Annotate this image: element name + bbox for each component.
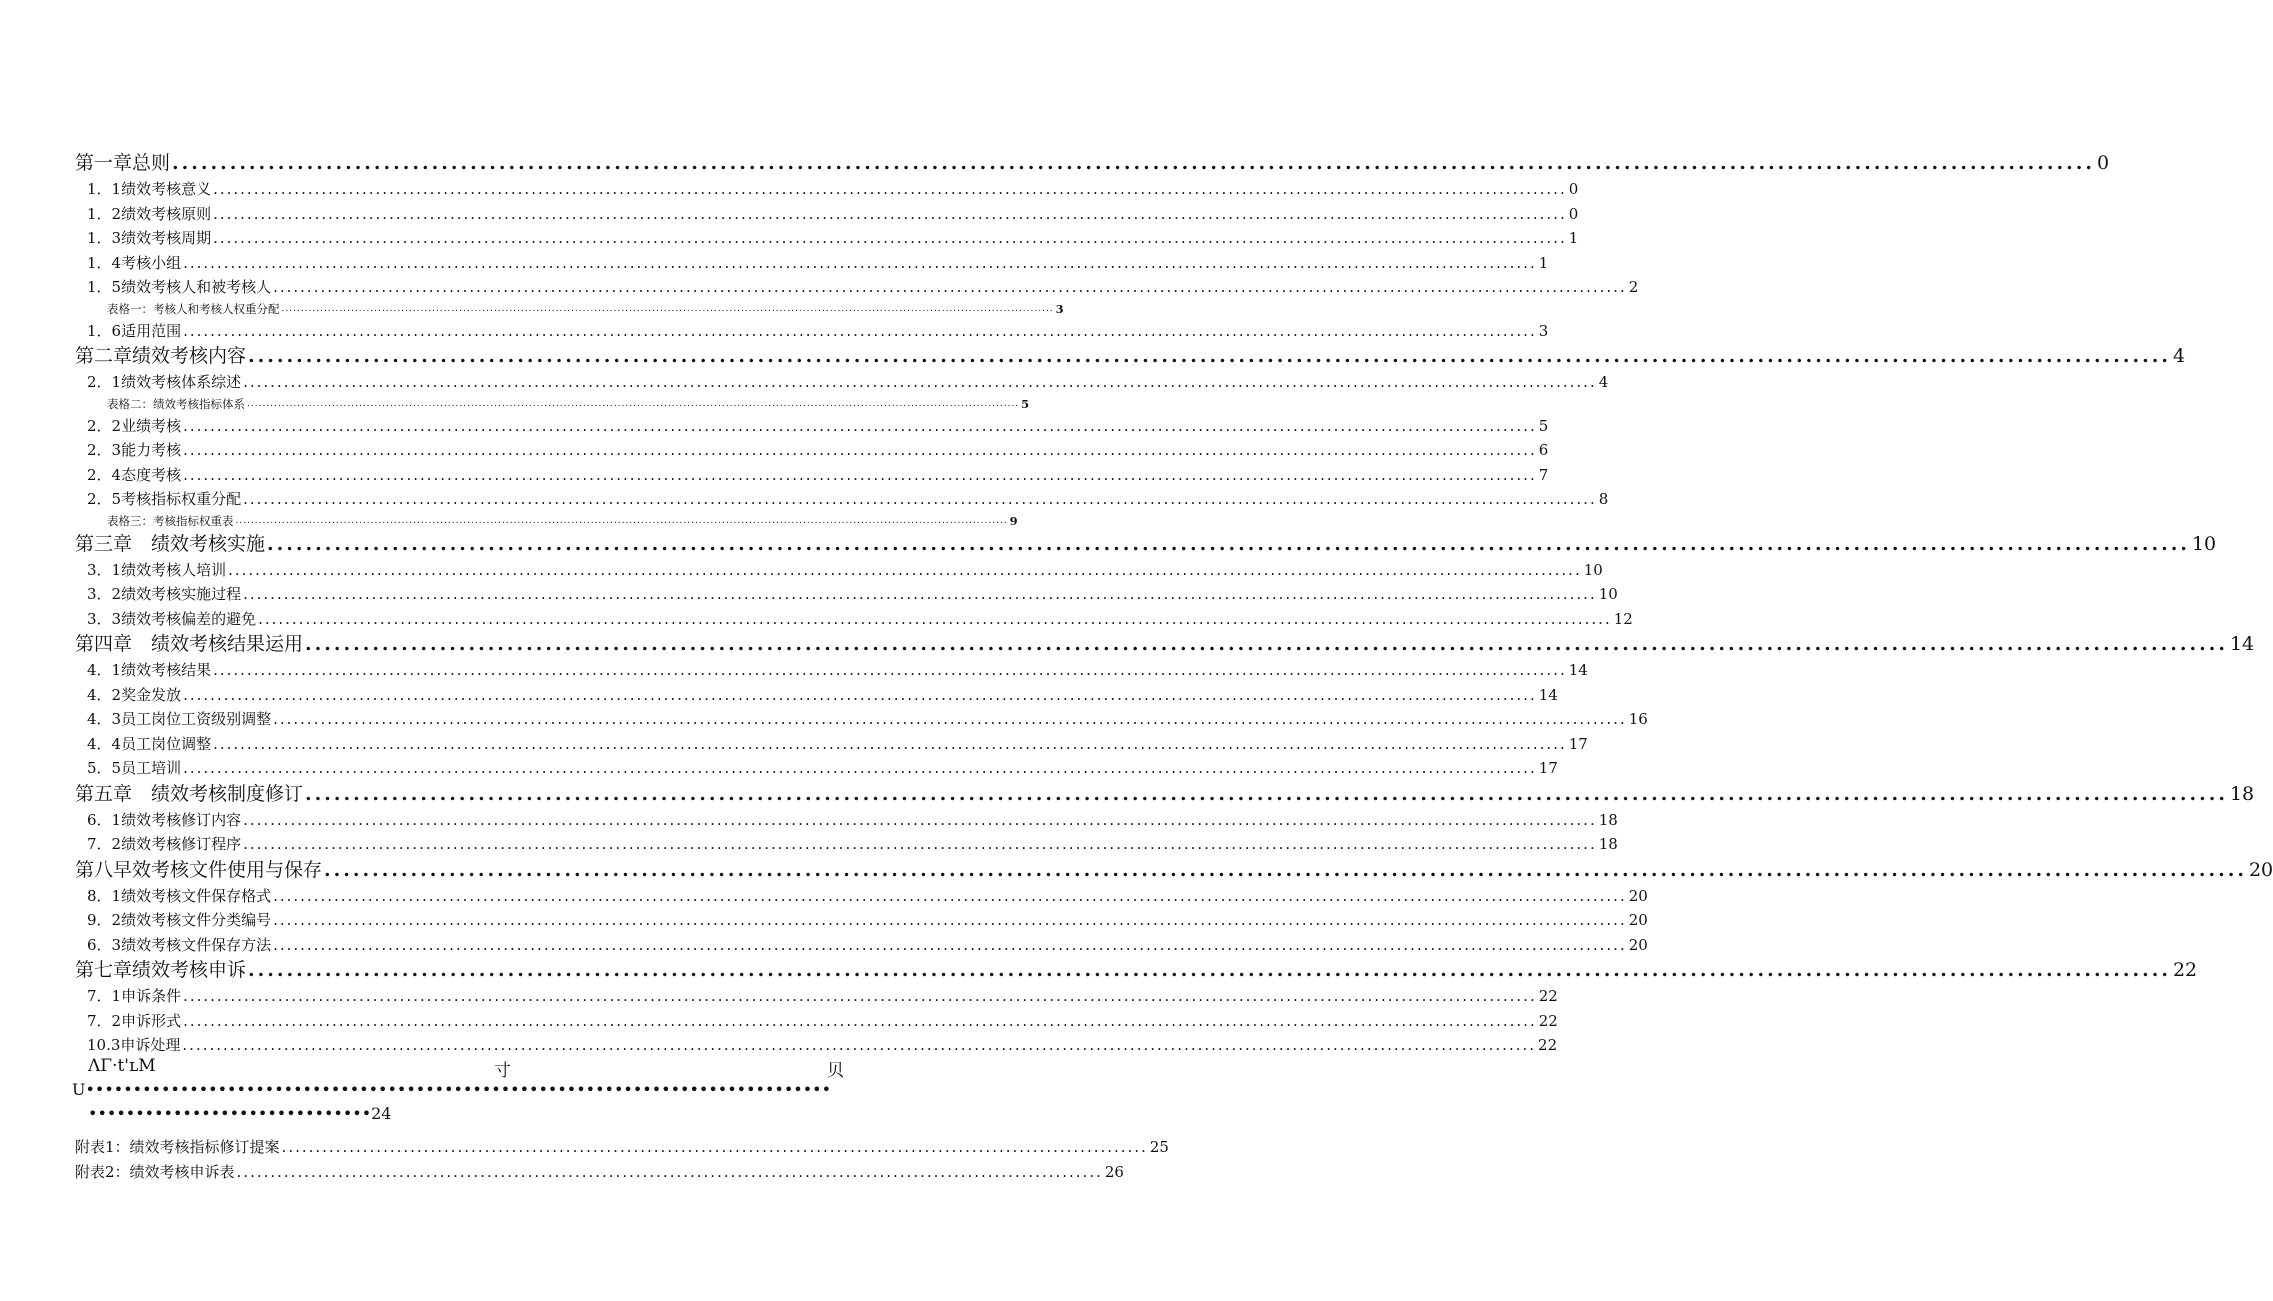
toc-page-number: 5: [1021, 396, 1030, 411]
toc-entry-title: 第七章绩效考核申诉: [75, 959, 247, 981]
toc-entry-title: 7．2绩效考核修订程序: [87, 835, 242, 853]
toc-page-number: 8: [1598, 490, 1609, 508]
toc-section-entry[interactable]: [75, 251, 1549, 276]
garbled-text-middle: 寸: [494, 1061, 511, 1081]
toc-chapter-entry[interactable]: [75, 150, 2110, 177]
dot-leader: ........................................................................................................................................................................................................: [213, 661, 1567, 679]
dot-leader: ........................................................................................................................................................................................................: [243, 810, 1597, 829]
dot-leader: ........................................................................................................................................................................................................: [172, 152, 2095, 174]
dot-leader: ........................................................................................................................................................................................................: [248, 959, 2171, 981]
toc-section-entry[interactable]: [75, 683, 1558, 708]
toc-page-number: 0: [2096, 152, 2110, 174]
toc-chapter-entry[interactable]: [75, 957, 2198, 984]
dot-leader: ........................................................................................................................................................................................................: [243, 490, 1597, 508]
toc-entry-title: 7．1申诉条件: [87, 987, 182, 1005]
toc-entry-title: 9．2绩效考核文件分类编号: [87, 911, 272, 929]
toc-table-entry[interactable]: [75, 512, 1018, 531]
toc-page-number: 14: [2229, 633, 2255, 655]
dot-leader: ........................................................................................................................................................................................................: [213, 229, 1567, 247]
toc-section-entry[interactable]: [75, 177, 1579, 202]
toc-entry-title: 1．2绩效考核原则: [87, 204, 212, 223]
dot-leader: ........................................................................................................................................................................................................: [324, 858, 2247, 881]
toc-page-number: 17: [1538, 759, 1558, 777]
dot-leader: ........................................................................................................................................................................................................: [243, 835, 1597, 853]
dot-leader: ........................................................................................................................................................................................................: [213, 204, 1567, 223]
dot-leader: ........................................................................................................................................................................................................: [183, 416, 1537, 435]
toc-section-entry[interactable]: [75, 732, 1588, 757]
toc-entry-title: 表格三：考核指标权重表: [107, 513, 234, 528]
toc-page-number: 10: [1598, 585, 1618, 603]
toc-entry-title: 1．1绩效考核意义: [87, 180, 212, 198]
dot-leader: ........................................................................................................................................................................................................: [305, 633, 2228, 655]
dot-leader: ................................................................................................................................: [281, 1138, 1148, 1156]
toc-entry-title: 第三章 绩效考核实施: [75, 532, 266, 555]
dot-leader: ........................................................................................................................................................................................................: [273, 278, 1627, 296]
toc-entry-title: 3．3绩效考核偏差的避免: [87, 609, 257, 628]
dot-leader: ........................................................................................................................................................................................................: [235, 515, 1008, 526]
dot-leader: ........................................................................................................................................................................................................: [247, 398, 1020, 409]
table-of-contents: [75, 150, 2273, 1058]
toc-chapter-entry[interactable]: [75, 631, 2255, 658]
toc-entry-title: 8．1绩效考核文件保存格式: [87, 886, 272, 905]
toc-entry-title: 1．6适用范围: [87, 321, 182, 340]
toc-section-entry[interactable]: [75, 438, 1549, 463]
toc-section-entry[interactable]: [75, 558, 1603, 583]
dot-leader: ........................................................................................................................................................................................................: [273, 886, 1627, 905]
toc-section-entry[interactable]: [75, 832, 1618, 857]
toc-section-entry[interactable]: [75, 226, 1579, 251]
dot-leader: ........................................................................................................................................................................................................: [273, 710, 1627, 728]
toc-entry-title: 1．4考核小组: [87, 253, 182, 272]
toc-table-entry[interactable]: [75, 300, 1064, 319]
dot-leader: ........................................................................................................................................................................................................: [258, 609, 1612, 628]
bullet-leader-line-page: ••••••••••••••••••••••••••••••24: [88, 1104, 392, 1123]
toc-entry-title: 3．2绩效考核实施过程: [87, 585, 242, 603]
dot-leader: ........................................................................................................................................................................................................: [267, 532, 2190, 555]
toc-page-number: 14: [1568, 661, 1588, 679]
dot-leader: ........................................................................................................................................................................................................: [213, 734, 1567, 753]
dot-leader: ........................................................................................................................................................................................................: [281, 303, 1054, 314]
toc-chapter-entry[interactable]: [75, 857, 2273, 884]
toc-page-number: 18: [2229, 782, 2255, 805]
toc-page-number: 14: [1538, 685, 1558, 704]
toc-entry-title: 4．4员工岗位调整: [87, 734, 212, 753]
toc-section-entry[interactable]: [75, 487, 1609, 512]
toc-section-entry[interactable]: [75, 202, 1579, 227]
dot-leader: ........................................................................................................................................................................................................: [183, 465, 1537, 484]
toc-page-number: 20: [2248, 858, 2273, 881]
toc-page-number: 6: [1538, 441, 1549, 459]
toc-page-number: 18: [1598, 810, 1618, 829]
toc-entry-title: 5．5员工培训: [87, 759, 182, 777]
toc-page-number: 1: [1538, 253, 1549, 272]
toc-chapter-entry[interactable]: [75, 531, 2217, 558]
dot-leader: ........................................................................................................................................................................................................: [183, 759, 1537, 777]
toc-section-entry[interactable]: [75, 808, 1618, 833]
dot-leader: ........................................................................................................................................................................................................: [273, 935, 1627, 954]
toc-section-entry[interactable]: [75, 1033, 1558, 1058]
toc-page-number: 7: [1538, 465, 1549, 484]
dot-leader: ........................................................................................................................................................................................................: [228, 560, 1582, 579]
toc-table-entry[interactable]: [75, 395, 1030, 414]
toc-entry-title: 4．3员工岗位工资级别调整: [87, 710, 272, 728]
toc-entry-title: 第四章 绩效考核结果运用: [75, 633, 304, 655]
toc-chapter-entry[interactable]: [75, 343, 2186, 370]
dot-leader: ........................................................................................................................................................................................................: [243, 373, 1597, 391]
toc-section-entry[interactable]: [75, 1009, 1558, 1034]
toc-section-entry[interactable]: [75, 984, 1558, 1009]
toc-section-entry[interactable]: [75, 275, 1639, 300]
toc-section-entry[interactable]: [75, 607, 1633, 632]
toc-page-number: 18: [1598, 835, 1618, 853]
toc-section-entry[interactable]: [75, 707, 1648, 732]
garbled-text-right: 贝: [827, 1061, 844, 1081]
toc-page-number: 12: [1613, 609, 1633, 628]
dot-leader: ........................................................................................................................................................................................................: [183, 441, 1537, 459]
toc-page-number: 20: [1628, 911, 1648, 929]
appendix-title: 附表1：绩效考核指标修订提案: [75, 1138, 280, 1156]
toc-entry-title: 第一章总则: [75, 152, 171, 174]
toc-page-number: 10: [1583, 560, 1603, 579]
toc-page-number: 10: [2191, 532, 2217, 555]
toc-entry-title: 4．2奖金发放: [87, 685, 182, 704]
toc-page-number: 2: [1628, 278, 1639, 296]
toc-section-entry[interactable]: [75, 658, 1588, 683]
appendix-entry-2[interactable]: [75, 1160, 1124, 1184]
dot-leader: ........................................................................................................................................................................................................: [183, 321, 1537, 340]
dot-leader: ........................................................................................................................................................................................................: [183, 253, 1537, 272]
toc-page-number: 22: [1538, 1011, 1558, 1030]
garbled-heading-line: [88, 1056, 844, 1082]
appendix-entry-1[interactable]: [75, 1135, 1169, 1159]
toc-page-number: 20: [1628, 935, 1648, 954]
toc-page-number: 22: [2172, 959, 2198, 981]
toc-page-number: 20: [1628, 886, 1648, 905]
dot-leader: ........................................................................................................................................................................................................: [213, 180, 1567, 198]
toc-page-number: 16: [1628, 710, 1648, 728]
toc-section-entry[interactable]: [75, 884, 1648, 909]
appendix-page-number: 26: [1104, 1163, 1124, 1181]
toc-entry-title: 表格二：绩效考核指标体系: [107, 396, 245, 411]
toc-page-number: 9: [1009, 513, 1018, 528]
dot-leader: ........................................................................................................................................................................................................: [183, 1011, 1537, 1030]
toc-page-number: 0: [1568, 204, 1579, 223]
toc-entry-title: 6．1绩效考核修订内容: [87, 810, 242, 829]
dot-leader: ........................................................................................................................................................................................................: [183, 987, 1537, 1005]
toc-section-entry[interactable]: [75, 370, 1609, 395]
dot-leader: ........................................................................................................................................................................................................: [273, 911, 1627, 929]
dot-leader: ........................................................................................................................................................................................................: [183, 685, 1537, 704]
dot-leader: ........................................................................................................................................................................................................: [248, 345, 2171, 367]
toc-entry-title: 第五章 绩效考核制度修订: [75, 782, 304, 805]
toc-page-number: 17: [1568, 734, 1588, 753]
toc-entry-title: 2．5考核指标权重分配: [87, 490, 242, 508]
toc-section-entry[interactable]: [75, 582, 1618, 607]
toc-entry-title: 3．1绩效考核人培训: [87, 560, 227, 579]
toc-entry-title: 2．1绩效考核体系综述: [87, 373, 242, 391]
dot-leader: ................................................................................................................................: [236, 1163, 1103, 1181]
toc-page-number: 1: [1568, 229, 1579, 247]
toc-entry-title: 第八早效考核文件使用与保存: [75, 858, 323, 881]
appendix-page-number: 25: [1149, 1138, 1169, 1156]
dot-leader: ........................................................................................................................................................................................................: [243, 585, 1597, 603]
toc-page-number: 22: [1538, 987, 1558, 1005]
bullet-leader-line: U•••••••••••••••••••••••••••••••••••••••••••••••••••••••••••••••••••••••••••••••: [72, 1080, 832, 1099]
dot-leader: ........................................................................................................................................................................................................: [305, 782, 2228, 805]
toc-entry-title: 2．4态度考核: [87, 465, 182, 484]
toc-entry-title: 第二章绩效考核内容: [75, 345, 247, 367]
toc-section-entry[interactable]: [75, 908, 1648, 933]
toc-entry-title: 2．3能力考核: [87, 441, 182, 459]
toc-section-entry[interactable]: [75, 933, 1648, 958]
toc-entry-title: 表格一：考核人和考核人权重分配: [107, 301, 280, 316]
toc-entry-title: 1．5绩效考核人和被考核人: [87, 278, 272, 296]
toc-entry-title: 7．2申诉形式: [87, 1011, 182, 1030]
toc-section-entry[interactable]: [75, 414, 1549, 439]
toc-entry-title: 6．3绩效考核文件保存方法: [87, 935, 272, 954]
toc-chapter-entry[interactable]: [75, 781, 2255, 808]
toc-section-entry[interactable]: [75, 463, 1549, 488]
toc-entry-title: 10.3申诉处理: [87, 1036, 181, 1054]
garbled-text-left: ΛΓ·t'ʟM: [88, 1056, 156, 1076]
toc-entry-title: 4．1绩效考核结果: [87, 661, 212, 679]
toc-section-entry[interactable]: [75, 756, 1558, 781]
toc-page-number: 4: [2172, 345, 2186, 367]
toc-entry-title: 2．2业绩考核: [87, 416, 182, 435]
toc-page-number: 22: [1538, 1036, 1558, 1054]
toc-page-number: 5: [1538, 416, 1549, 435]
toc-page-number: 3: [1538, 321, 1549, 340]
toc-section-entry[interactable]: [75, 319, 1549, 344]
dot-leader: ........................................................................................................................................................................................................: [182, 1036, 1537, 1054]
toc-page-number: 4: [1598, 373, 1609, 391]
toc-entry-title: 1．3绩效考核周期: [87, 229, 212, 247]
toc-page-number: 0: [1568, 180, 1579, 198]
appendix-title: 附表2：绩效考核申诉表: [75, 1163, 235, 1181]
toc-page-number: 3: [1055, 301, 1064, 316]
